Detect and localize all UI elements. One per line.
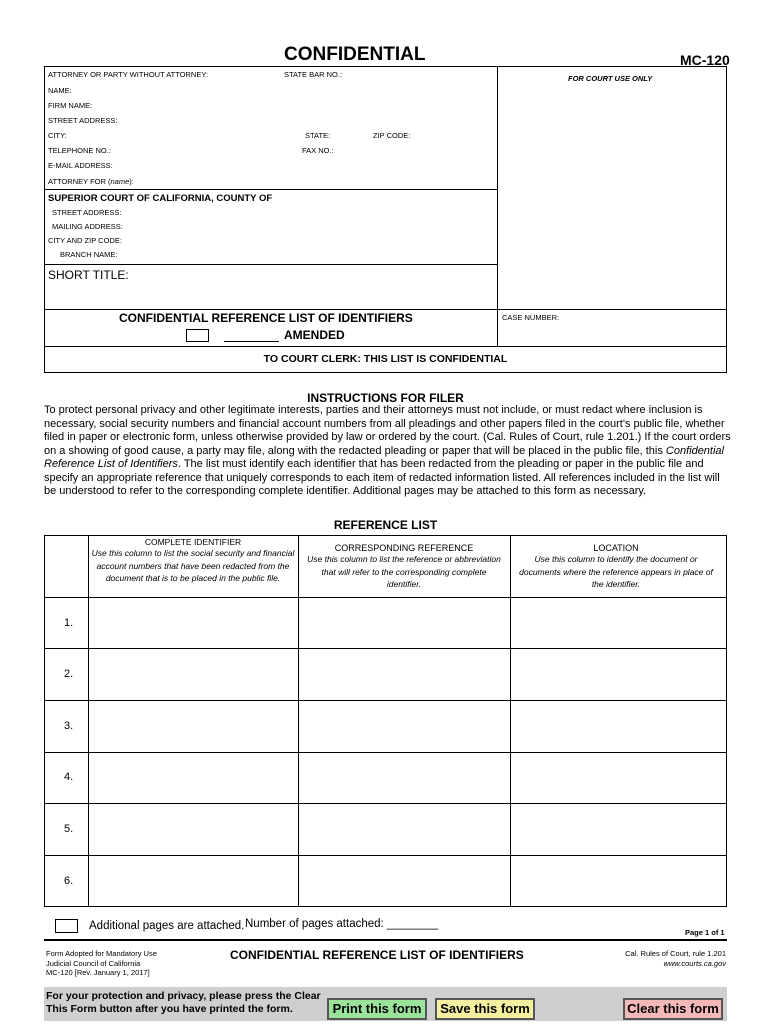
court-heading: SUPERIOR COURT OF CALIFORNIA, COUNTY OF [48,193,273,204]
clerk-notice: TO COURT CLERK: THIS LIST IS CONFIDENTIAL [263,353,508,365]
additional-pages-checkbox[interactable] [55,919,78,933]
print-button[interactable]: Print this form [327,998,427,1020]
column-header-location: LOCATION Use this column to identify the document or documents where the reference appears in place of the identifier. [519,543,713,589]
amended-label: AMENDED [284,328,345,342]
court-city-zip-label[interactable]: CITY AND ZIP CODE: [48,236,122,245]
name-label[interactable]: NAME: [48,86,72,95]
court-use-label: FOR COURT USE ONLY [568,74,653,83]
footer-website-link[interactable]: www.courts.ca.gov [663,958,726,968]
additional-pages-label: Additional pages are attached. [89,920,245,932]
column-header-identifier: COMPLETE IDENTIFIER Use this column to list the social security and financial account numbers that have been redacted from the document that is to be placed in the public file. [91,537,295,583]
row-number: 1. [64,617,74,629]
state-label[interactable]: STATE: [305,131,331,140]
instructions-heading: INSTRUCTIONS FOR FILER [307,391,464,405]
location-cell[interactable] [511,598,726,648]
fax-label[interactable]: FAX NO.: [302,146,334,155]
court-mailing-label[interactable]: MAILING ADDRESS: [52,222,123,231]
reference-list-heading: REFERENCE LIST [333,518,438,532]
row-number: 2. [64,668,74,680]
attorney-label: ATTORNEY OR PARTY WITHOUT ATTORNEY: [48,70,209,79]
page-number: Page 1 of 1 [685,928,725,937]
footer-adopted: Form Adopted for Mandatory Use Judicial Council of California MC-120 [Rev. January 1, 2017] [46,949,157,977]
reference-table [44,535,727,907]
court-street-label[interactable]: STREET ADDRESS: [52,208,122,217]
save-button[interactable]: Save this form [435,998,535,1020]
row-number: 6. [64,875,74,887]
firm-label[interactable]: FIRM NAME: [48,101,93,110]
footer-title: CONFIDENTIAL REFERENCE LIST OF IDENTIFIERS [230,948,524,962]
instructions-text: To protect personal privacy and other legitimate interests, parties and their attorneys must not include, or must redact where inclusion is necessary, social security numbers and financial account numbers from all pleadings and other papers filed in the court's public file, whether filed in paper or electronic form, unless otherwise provided by law or ordered by the court. (Cal. Rules of Court, rule 1.201.) If the court orders on a showing of good cause, a party may file, along with the redacted pleading or paper that will be placed in the public file, this Confidential Reference List of Identifiers. The list must identify each identifier that has been redacted from the pleading or paper in the public file and specify an appropriate reference that uniquely corresponds to each item of redacted information listed. All references included in the list will be understood to refer to the corresponding complete identifier. Additional pages may be attached to this form as necessary. [44,404,731,497]
row-number: 3. [64,720,74,732]
amended-line[interactable] [224,341,279,342]
zip-label[interactable]: ZIP CODE: [373,131,411,140]
email-label[interactable]: E-MAIL ADDRESS: [48,161,113,170]
footer-rule: Cal. Rules of Court, rule 1.201 www.courts.ca.gov [600,949,726,968]
caption-box [44,66,727,347]
clear-button[interactable]: Clear this form [623,998,723,1020]
row-number: 4. [64,771,74,783]
privacy-notice: For your protection and privacy, please press the Clear This Form button after you have printed the form. [46,990,321,1015]
attorney-for-label[interactable]: ATTORNEY FOR (name): [48,177,134,186]
form-number: MC-120 [680,52,730,68]
state-bar-label: STATE BAR NO.: [284,70,343,79]
phone-label[interactable]: TELEPHONE NO.: [48,146,111,155]
reference-cell[interactable] [299,598,509,648]
short-title-label[interactable]: SHORT TITLE: [48,268,129,282]
row-number: 5. [64,823,74,835]
amended-checkbox[interactable] [186,329,209,342]
doc-title: CONFIDENTIAL REFERENCE LIST OF IDENTIFIERS [119,311,413,325]
court-branch-label[interactable]: BRANCH NAME: [60,250,118,259]
number-pages-label[interactable]: Number of pages attached: ________ [245,918,439,930]
form-title: CONFIDENTIAL [284,44,426,65]
column-header-reference: CORRESPONDING REFERENCE Use this column to list the reference or abbreviation that will refer to the corresponding complete identifier. [307,543,501,589]
street-label[interactable]: STREET ADDRESS: [48,116,118,125]
identifier-cell[interactable] [89,598,297,648]
city-label[interactable]: CITY: [48,131,67,140]
case-number-label[interactable]: CASE NUMBER: [502,313,560,322]
